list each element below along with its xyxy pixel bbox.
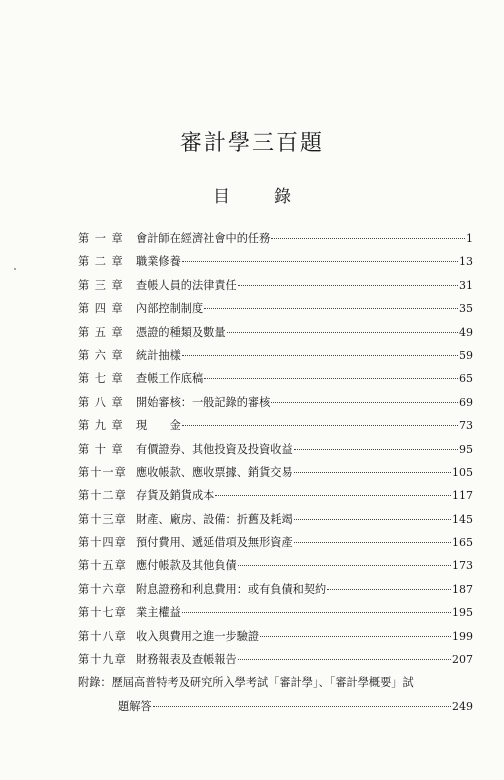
- toc-row: [78, 604, 473, 627]
- leader-dots: [182, 425, 458, 426]
- chapter-number: 第十五章: [78, 559, 127, 573]
- toc-row: [78, 370, 473, 393]
- leader-dots: [182, 612, 451, 613]
- table-of-contents: [78, 230, 473, 721]
- page-number: 35: [459, 302, 473, 316]
- chapter-title: 附息證務和利息費用：或有負債和契約: [136, 582, 327, 596]
- chapter-number: 第 十 章: [78, 442, 124, 456]
- chapter-title: 存貨及銷貨成本: [136, 489, 215, 503]
- leader-dots: [238, 565, 451, 566]
- chapter-number: 第十四章: [78, 536, 127, 550]
- leader-dots: [294, 542, 451, 543]
- chapter-number: 第 四 章: [78, 302, 124, 316]
- leader-dots: [153, 706, 451, 707]
- appendix-entry: [78, 674, 473, 721]
- chapter-title: 會計師在經濟社會中的任務: [136, 232, 271, 245]
- leader-dots: [327, 589, 451, 590]
- appendix-title-line2: 題解答: [118, 699, 152, 713]
- leader-dots: [238, 285, 458, 286]
- page-number: 117: [452, 489, 473, 503]
- chapter-number: 第 九 章: [78, 419, 124, 433]
- chapter-title: 財務報表及查帳報告: [136, 653, 237, 667]
- toc-row: [78, 300, 473, 323]
- chapter-number: 第 七 章: [78, 372, 124, 386]
- chapter-title: 有價證券、其他投資及投資收益: [136, 442, 293, 456]
- chapter-number: 第 八 章: [78, 395, 124, 409]
- page-number: 1: [466, 232, 473, 245]
- page-number: 195: [452, 606, 473, 620]
- page-number: 49: [459, 325, 473, 339]
- toc-heading: 目錄: [213, 187, 335, 207]
- toc-row: [78, 628, 473, 651]
- chapter-title: 內部控制制度: [136, 302, 204, 316]
- toc-row: [78, 487, 473, 510]
- leader-dots: [227, 332, 458, 333]
- leader-dots: [294, 449, 458, 450]
- leader-dots: [204, 378, 458, 379]
- chapter-title: 職業修養: [136, 255, 181, 269]
- chapter-number: 第十二章: [78, 489, 127, 503]
- chapter-title: 預付費用、遞延借項及無形資產: [136, 536, 293, 550]
- leader-dots: [294, 472, 451, 473]
- chapter-title: 應付帳款及其他負債: [136, 559, 237, 573]
- page-number: 95: [459, 442, 473, 456]
- toc-row: [78, 324, 473, 347]
- page-number: 65: [459, 372, 473, 386]
- chapter-number: 第 一 章: [78, 232, 124, 245]
- toc-row: [78, 347, 473, 370]
- leader-dots: [260, 636, 451, 637]
- leader-dots: [204, 308, 458, 309]
- page-number: 207: [452, 653, 473, 667]
- page-number: 173: [452, 559, 473, 573]
- appendix-page: 249: [452, 699, 473, 713]
- toc-row: [78, 417, 473, 440]
- chapter-title: 查帳人員的法律責任: [136, 278, 237, 292]
- toc-row: [78, 534, 473, 557]
- toc-row: [78, 230, 473, 253]
- toc-row: [78, 394, 473, 417]
- page-number: 145: [452, 512, 473, 526]
- toc-row: [78, 253, 473, 276]
- page-number: 59: [459, 348, 473, 362]
- chapter-number: 第 六 章: [78, 348, 124, 362]
- chapter-title: 查帳工作底稿: [136, 372, 204, 386]
- toc-row: [78, 277, 473, 300]
- page-number: 69: [459, 395, 473, 409]
- page-number: 31: [459, 278, 473, 292]
- chapter-title: 憑證的種類及數量: [136, 325, 226, 339]
- page-number: 13: [459, 255, 473, 269]
- chapter-number: 第十三章: [78, 512, 127, 526]
- chapter-number: 第 二 章: [78, 255, 124, 269]
- chapter-title: 財產、廠房、設備：折舊及耗竭: [136, 512, 293, 526]
- page-number: 199: [452, 629, 473, 643]
- chapter-title: 收入與費用之進一步驗證: [136, 629, 260, 643]
- page-number: 165: [452, 536, 473, 550]
- leader-dots: [182, 355, 458, 356]
- appendix-label: 附錄：: [78, 676, 112, 690]
- chapter-title: 應收帳款、應收票據、銷貨交易: [136, 465, 293, 479]
- leader-dots: [215, 495, 451, 496]
- page-number: 105: [452, 465, 473, 479]
- toc-row: [78, 441, 473, 464]
- leader-dots: [271, 238, 465, 239]
- scan-speck: [14, 268, 16, 270]
- chapter-number: 第 五 章: [78, 325, 124, 339]
- chapter-number: 第十七章: [78, 606, 127, 620]
- chapter-title: 現 金: [136, 419, 181, 433]
- page-number: 73: [459, 419, 473, 433]
- toc-row: [78, 581, 473, 604]
- book-title: 審計學三百題: [179, 131, 324, 156]
- toc-row: [78, 557, 473, 580]
- leader-dots: [238, 659, 451, 660]
- leader-dots: [294, 519, 451, 520]
- appendix-title-line1: 歷屆高普特考及研究所入學考試「審計學」、「審計學概要」試: [111, 676, 414, 690]
- toc-row: [78, 511, 473, 534]
- chapter-title: 開始審核：一般記錄的審核: [136, 395, 271, 409]
- chapter-title: 業主權益: [136, 606, 181, 620]
- leader-dots: [271, 402, 458, 403]
- chapter-number: 第十一章: [78, 465, 127, 479]
- leader-dots: [182, 261, 458, 262]
- chapter-number: 第十九章: [78, 653, 127, 667]
- chapter-title: 統計抽樣: [136, 348, 181, 362]
- toc-row: [78, 464, 473, 487]
- toc-row: [78, 651, 473, 674]
- chapter-number: 第 三 章: [78, 278, 124, 292]
- chapter-number: 第十八章: [78, 629, 127, 643]
- chapter-number: 第十六章: [78, 582, 127, 596]
- page-number: 187: [452, 582, 473, 596]
